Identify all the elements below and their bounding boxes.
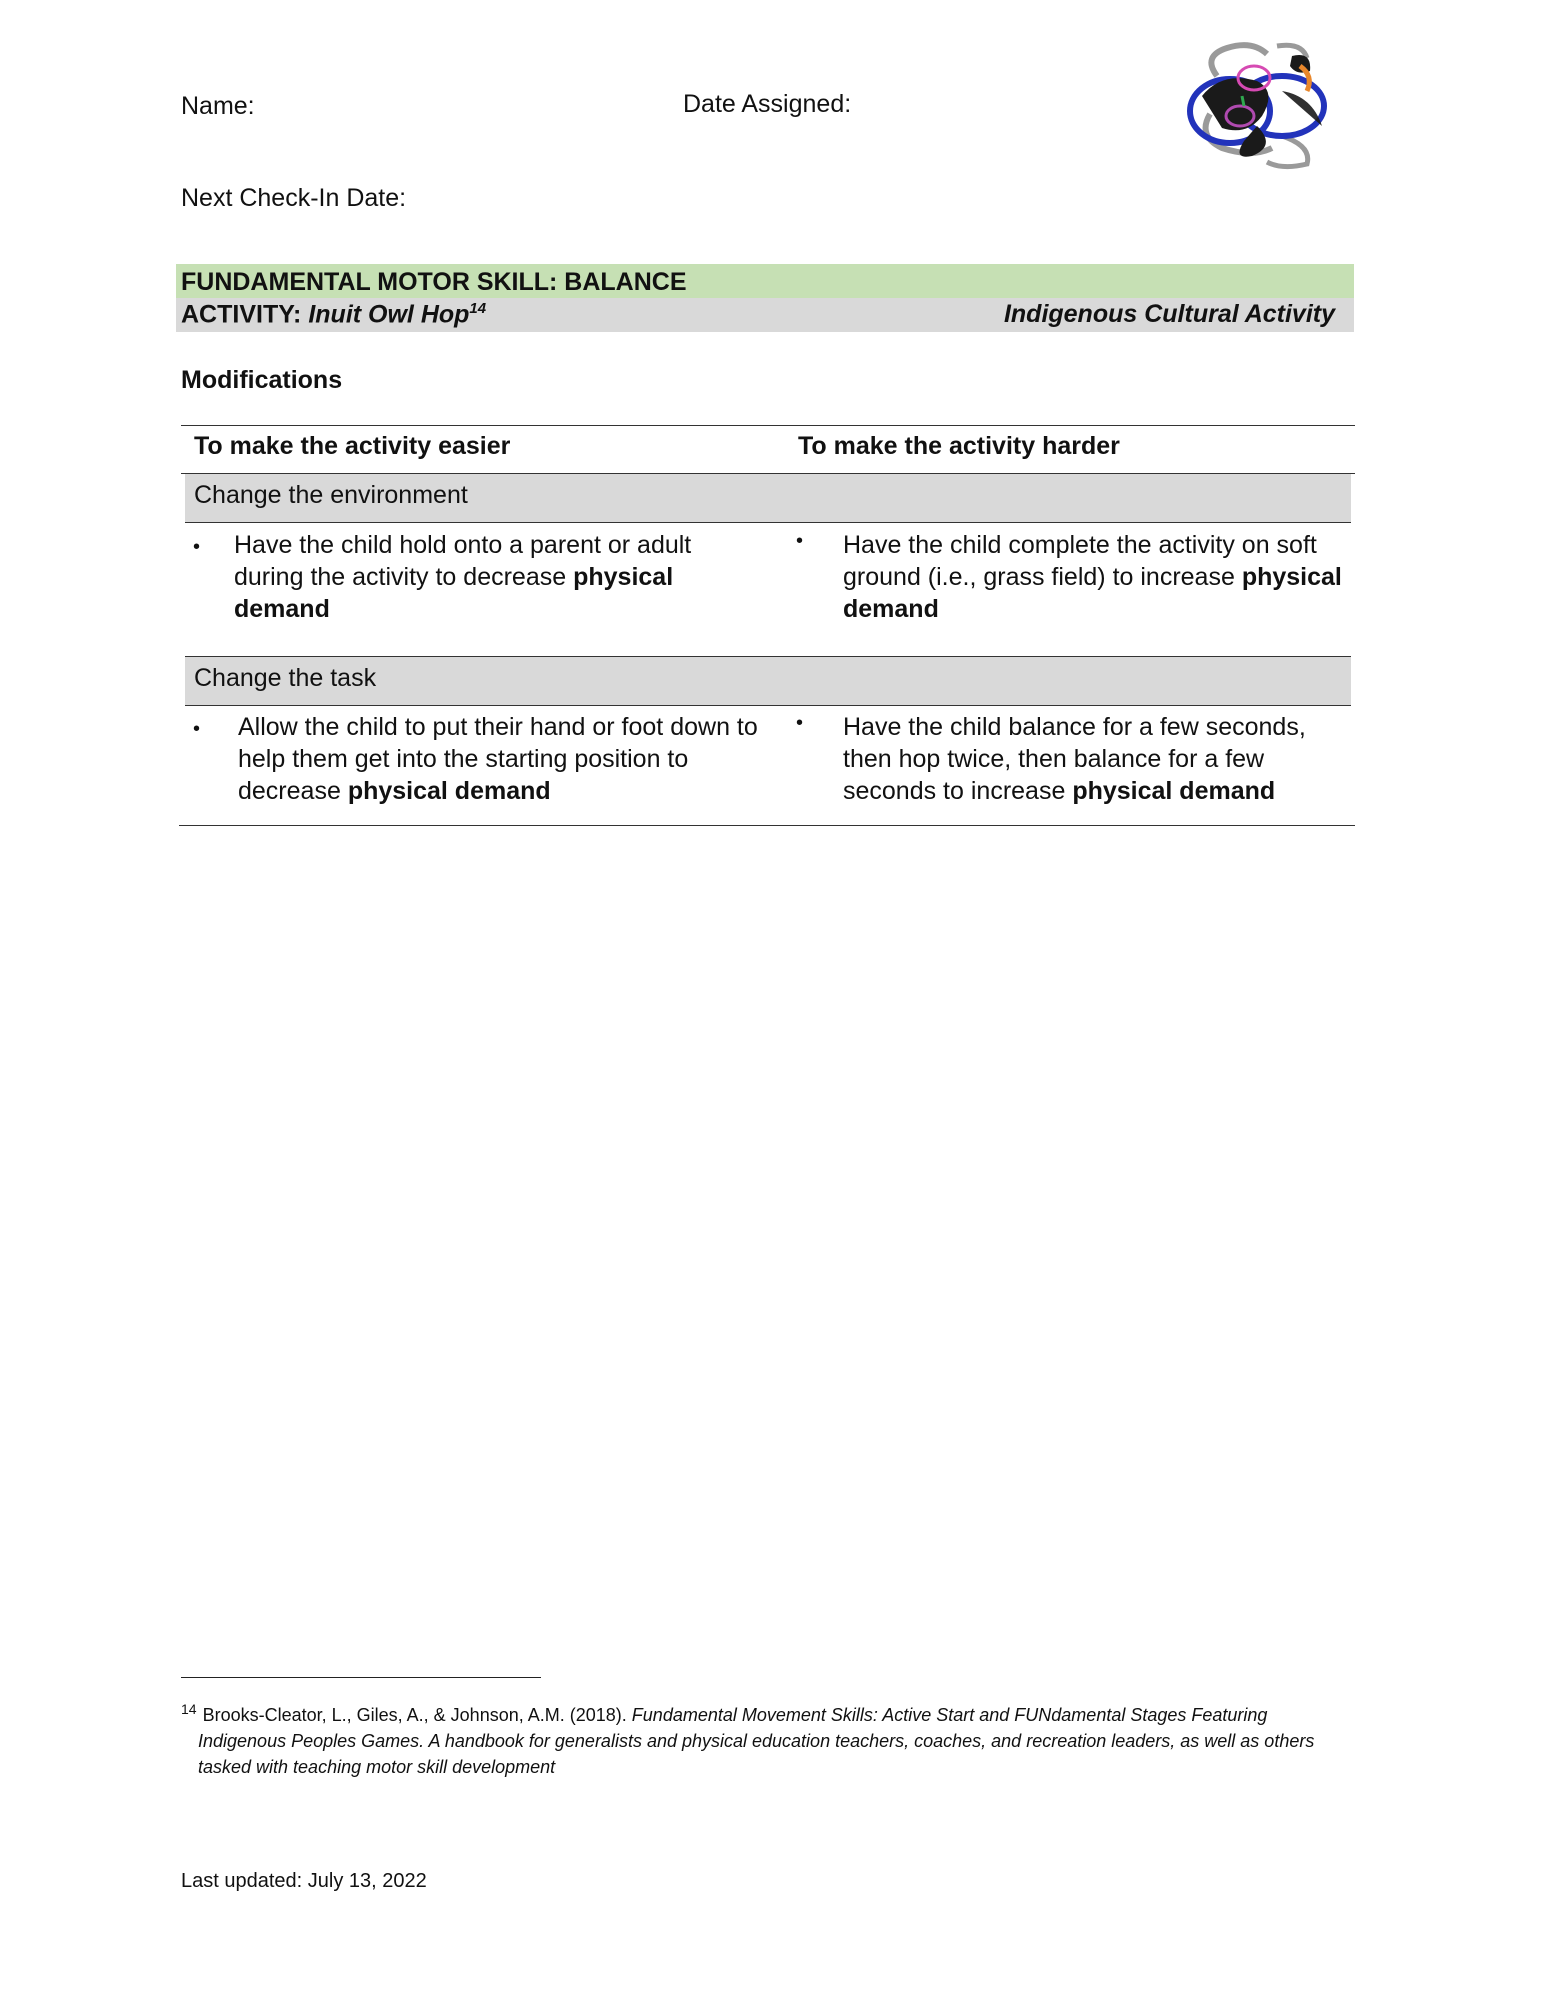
harder-item-bold: physical demand xyxy=(843,563,1342,623)
footnote-number: 14 xyxy=(181,1701,197,1717)
activity-footnote-ref: 14 xyxy=(469,300,487,317)
activity-type: Indigenous Cultural Activity xyxy=(1003,300,1335,328)
skill-title: FUNDAMENTAL MOTOR SKILL: BALANCE xyxy=(181,268,687,296)
date-assigned-label: Date Assigned: xyxy=(683,90,852,118)
footnote-title-line-2: Indigenous Peoples Games. A handbook for generalists and physical education teachers, coaches, and recreation leaders, as well as others xyxy=(198,1731,1315,1751)
bullet: • xyxy=(796,530,804,552)
harder-item xyxy=(843,711,1348,807)
activity-title xyxy=(181,300,486,329)
easier-item-bold: physical demand xyxy=(347,777,551,805)
easier-item xyxy=(238,711,768,807)
harder-item-text: Have the child balance for a few seconds, then hop twice, then balance for a few seconds to increase xyxy=(843,713,1306,805)
col-header-harder: To make the activity harder xyxy=(798,432,1120,460)
easier-item xyxy=(234,529,754,625)
bullet: • xyxy=(796,712,804,734)
section-rule xyxy=(185,705,1351,706)
harder-item-bold: physical demand xyxy=(1072,777,1276,805)
name-label: Name: xyxy=(181,92,255,120)
section-title: Change the environment xyxy=(194,481,468,509)
next-checkin-label: Next Check-In Date: xyxy=(181,184,407,212)
section-rule xyxy=(185,522,1351,523)
footnote-citation: Brooks-Cleator, L., Giles, A., & Johnson, A.M. (2018). xyxy=(202,1705,627,1725)
table-top-rule xyxy=(181,425,1355,426)
modifications-heading: Modifications xyxy=(181,366,343,394)
harder-item xyxy=(843,529,1348,625)
col-header-easier: To make the activity easier xyxy=(194,432,511,460)
easier-item-bold: physical demand xyxy=(234,563,674,623)
footnote-title-line-3: tasked with teaching motor skill development xyxy=(198,1757,556,1777)
bullet: • xyxy=(193,718,201,740)
footnote-separator xyxy=(181,1677,541,1678)
activity-name: Inuit Owl Hop xyxy=(308,300,470,329)
indigenous-owl-logo-icon xyxy=(1182,36,1332,172)
last-updated: Last updated: July 13, 2022 xyxy=(181,1870,427,1892)
table-bottom-rule xyxy=(179,825,1355,826)
harder-item-text: Have the child complete the activity on soft ground (i.e., grass field) to increase xyxy=(843,531,1317,591)
easier-item-text: Allow the child to put their hand or foot down to help them get into the starting position to decrease xyxy=(238,713,758,805)
section-title: Change the task xyxy=(194,664,377,692)
footnote xyxy=(181,1696,1331,1780)
easier-item-text: Have the child hold onto a parent or adult during the activity to decrease xyxy=(234,531,692,591)
bullet: • xyxy=(193,536,201,558)
activity-prefix: ACTIVITY: xyxy=(181,300,302,329)
footnote-title-line-1: Fundamental Movement Skills: Active Start and FUNdamental Stages Featuring xyxy=(631,1705,1268,1725)
